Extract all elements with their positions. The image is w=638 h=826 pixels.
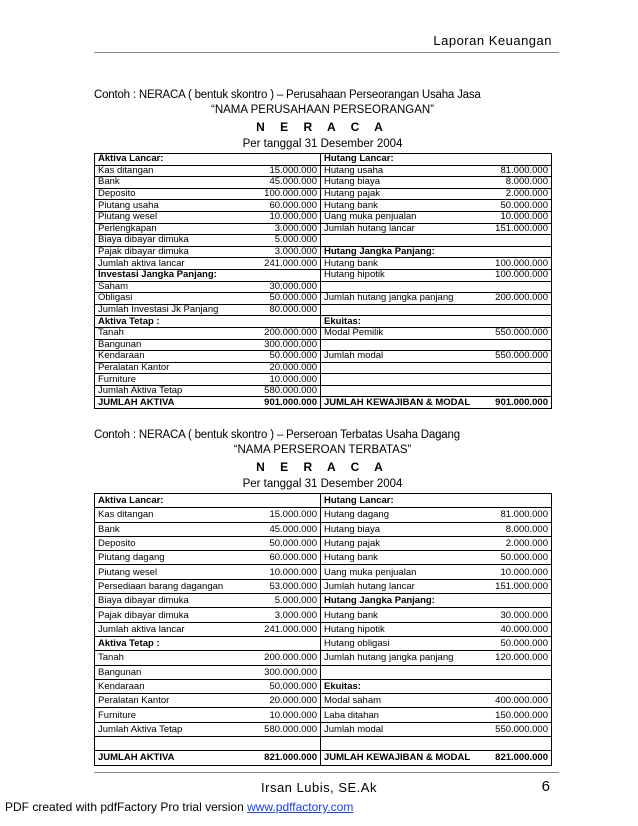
table-row — [95, 385, 552, 397]
left-label: Aktiva Tetap : — [95, 316, 232, 328]
right-label — [321, 374, 476, 386]
table-row — [95, 494, 552, 508]
pdf-watermark — [5, 800, 353, 814]
left-value: 821.000.000 — [232, 751, 321, 765]
right-value: 81.000.000 — [476, 165, 552, 177]
table-row — [95, 316, 552, 328]
right-value: 550.000.000 — [476, 327, 552, 339]
left-label: Kendaraan — [95, 351, 232, 363]
right-label — [321, 339, 476, 351]
left-label: Persediaan barang dagangan — [95, 579, 232, 593]
table-row — [95, 579, 552, 593]
left-label: Piutang usaha — [95, 200, 232, 212]
company-name: “NAMA PERUSAHAAN PERSEORANGAN” — [210, 104, 434, 116]
left-value: 50.000.000 — [232, 536, 321, 550]
right-label: Hutang usaha — [321, 165, 476, 177]
left-label: Obligasi — [95, 293, 232, 305]
right-label: Hutang Lancar: — [321, 154, 476, 166]
table-row — [95, 636, 552, 650]
right-value: 200.000.000 — [476, 293, 552, 305]
left-value — [232, 154, 321, 166]
right-value — [476, 362, 552, 374]
right-label: Hutang biaya — [321, 177, 476, 189]
table-row — [95, 258, 552, 270]
left-value: 50.000.000 — [232, 293, 321, 305]
left-value: 3.000.000 — [232, 608, 321, 622]
left-value: 241.000.000 — [232, 622, 321, 636]
table-row — [95, 177, 552, 189]
right-value: 81.000.000 — [476, 508, 552, 522]
right-value: 100.000.000 — [476, 269, 552, 281]
example-caption: Contoh : NERACA ( bentuk skontro ) – Perseroan Terbatas Usaha Dagang — [94, 429, 460, 441]
example-caption: Contoh : NERACA ( bentuk skontro ) – Perusahaan Perseorangan Usaha Jasa — [94, 89, 481, 101]
left-label: Biaya dibayar dimuka — [95, 235, 232, 247]
table-row — [95, 551, 552, 565]
right-label: Jumlah modal — [321, 722, 476, 736]
left-label: Kas ditangan — [95, 165, 232, 177]
left-label — [95, 737, 232, 751]
left-label: Pajak dibayar dimuka — [95, 246, 232, 258]
right-value — [476, 737, 552, 751]
header-title: Laporan Keuangan — [433, 33, 552, 48]
left-value — [232, 316, 321, 328]
right-label — [321, 737, 476, 751]
table-row — [95, 351, 552, 363]
left-value: 45.000.000 — [232, 522, 321, 536]
left-label: Bank — [95, 177, 232, 189]
right-label: Hutang hipotik — [321, 622, 476, 636]
left-label: Aktiva Lancar: — [95, 494, 232, 508]
table-row — [95, 188, 552, 200]
right-label — [321, 665, 476, 679]
footer-author: Irsan Lubis, SE.Ak — [261, 780, 377, 795]
table-row — [95, 154, 552, 166]
table-row — [95, 622, 552, 636]
right-label: Laba ditahan — [321, 708, 476, 722]
left-label: Furniture — [95, 708, 232, 722]
left-label: Kas ditangan — [95, 508, 232, 522]
balance-sheet-section-1 — [94, 89, 551, 409]
right-value: 550.000.000 — [476, 722, 552, 736]
right-label: Ekuitas: — [321, 316, 476, 328]
right-value: 8.000.000 — [476, 177, 552, 189]
right-value — [476, 339, 552, 351]
table-row — [95, 327, 552, 339]
left-label: Perlengkapan — [95, 223, 232, 235]
right-label: Hutang bank — [321, 200, 476, 212]
left-value: 3.000.000 — [232, 223, 321, 235]
table-row — [95, 737, 552, 751]
left-label: Bangunan — [95, 665, 232, 679]
right-label: Jumlah hutang jangka panjang — [321, 651, 476, 665]
right-label: Hutang hipotik — [321, 269, 476, 281]
right-label: JUMLAH KEWAJIBAN & MODAL — [321, 397, 476, 409]
right-label: Hutang bank — [321, 551, 476, 565]
table-row — [95, 508, 552, 522]
right-value — [476, 235, 552, 247]
right-value: 151.000.000 — [476, 223, 552, 235]
right-label: Uang muka penjualan — [321, 565, 476, 579]
right-label: Hutang bank — [321, 608, 476, 622]
left-value: 60.000.000 — [232, 200, 321, 212]
right-label — [321, 385, 476, 397]
report-date: Per tanggal 31 Desember 2004 — [242, 478, 403, 490]
table-row — [95, 679, 552, 693]
left-label: Deposito — [95, 536, 232, 550]
left-label: Jumlah aktiva lancar — [95, 622, 232, 636]
company-name: “NAMA PERSEROAN TERBATAS” — [233, 444, 412, 456]
table-row — [95, 694, 552, 708]
table-row — [95, 536, 552, 550]
table-row — [95, 246, 552, 258]
left-value — [232, 269, 321, 281]
right-label: Modal Pemilik — [321, 327, 476, 339]
right-label: Modal saham — [321, 694, 476, 708]
right-label: Uang muka penjualan — [321, 211, 476, 223]
right-label: JUMLAH KEWAJIBAN & MODAL — [321, 751, 476, 765]
left-value: 3.000.000 — [232, 246, 321, 258]
right-label: Jumlah modal — [321, 351, 476, 363]
report-title: N E R A C A — [256, 120, 389, 134]
left-value: 200.000.000 — [232, 651, 321, 665]
left-label: Kendaraan — [95, 679, 232, 693]
left-label: Jumlah aktiva lancar — [95, 258, 232, 270]
right-value — [476, 154, 552, 166]
right-label: Hutang Lancar: — [321, 494, 476, 508]
report-date: Per tanggal 31 Desember 2004 — [242, 138, 403, 150]
right-label: Hutang pajak — [321, 188, 476, 200]
right-value: 10.000.000 — [476, 565, 552, 579]
table-row — [95, 374, 552, 386]
left-label: Piutang wesel — [95, 565, 232, 579]
left-value: 5.000.000 — [232, 235, 321, 247]
left-label: Bangunan — [95, 339, 232, 351]
right-value — [476, 594, 552, 608]
right-value: 10.000.000 — [476, 211, 552, 223]
left-value: 300.000.000 — [232, 665, 321, 679]
right-value: 40.000.000 — [476, 622, 552, 636]
right-value: 821.000.000 — [476, 751, 552, 765]
right-value — [476, 679, 552, 693]
right-value: 901.000.000 — [476, 397, 552, 409]
left-value: 50.000.000 — [232, 351, 321, 363]
table-row — [95, 608, 552, 622]
left-value: 20.000.000 — [232, 694, 321, 708]
left-value: 15.000.000 — [232, 508, 321, 522]
footer-rule — [94, 772, 559, 773]
right-value: 50.000.000 — [476, 200, 552, 212]
left-value: 241.000.000 — [232, 258, 321, 270]
right-label: Jumlah hutang lancar — [321, 223, 476, 235]
table-row — [95, 751, 552, 765]
right-label: Hutang obligasi — [321, 636, 476, 650]
left-label: Deposito — [95, 188, 232, 200]
left-value: 901.000.000 — [232, 397, 321, 409]
right-label: Jumlah hutang lancar — [321, 579, 476, 593]
right-label: Hutang Jangka Panjang: — [321, 594, 476, 608]
left-label: Jumlah Aktiva Tetap — [95, 722, 232, 736]
right-label: Hutang Jangka Panjang: — [321, 246, 476, 258]
table-row — [95, 522, 552, 536]
balance-sheet-section-2 — [94, 429, 551, 766]
balance-sheet-table-1 — [94, 153, 552, 409]
page-number: 6 — [541, 778, 550, 795]
right-value — [476, 281, 552, 293]
right-value: 30.000.000 — [476, 608, 552, 622]
table-row — [95, 293, 552, 305]
right-value: 2.000.000 — [476, 536, 552, 550]
right-label: Hutang dagang — [321, 508, 476, 522]
report-title: N E R A C A — [256, 460, 389, 474]
left-value — [232, 636, 321, 650]
right-value: 120.000.000 — [476, 651, 552, 665]
left-label: Aktiva Lancar: — [95, 154, 232, 166]
right-value — [476, 316, 552, 328]
table-row — [95, 722, 552, 736]
table-row — [95, 235, 552, 247]
left-value: 10.000.000 — [232, 565, 321, 579]
balance-sheet-table-2 — [94, 493, 552, 766]
left-value: 45.000.000 — [232, 177, 321, 189]
left-label: Peralatan Kantor — [95, 362, 232, 374]
left-label: Furniture — [95, 374, 232, 386]
right-value: 151.000.000 — [476, 579, 552, 593]
right-label: Ekuitas: — [321, 679, 476, 693]
left-label: JUMLAH AKTIVA — [95, 751, 232, 765]
left-value: 5.000.000 — [232, 594, 321, 608]
right-label — [321, 304, 476, 316]
table-row — [95, 397, 552, 409]
left-label: Peralatan Kantor — [95, 694, 232, 708]
table-row — [95, 200, 552, 212]
right-value: 400.000.000 — [476, 694, 552, 708]
right-value — [476, 374, 552, 386]
pdf-note-text: PDF created with pdfFactory Pro trial version — [5, 800, 248, 814]
right-value — [476, 246, 552, 258]
left-label: Pajak dibayar dimuka — [95, 608, 232, 622]
right-value: 50.000.000 — [476, 551, 552, 565]
left-value: 100.000.000 — [232, 188, 321, 200]
table-row — [95, 565, 552, 579]
table-row — [95, 223, 552, 235]
left-value — [232, 737, 321, 751]
left-value: 15.000.000 — [232, 165, 321, 177]
left-value: 60.000.000 — [232, 551, 321, 565]
right-value — [476, 385, 552, 397]
table-row — [95, 269, 552, 281]
left-value: 580.000.000 — [232, 385, 321, 397]
left-value: 10.000.000 — [232, 211, 321, 223]
table-row — [95, 362, 552, 374]
left-value — [232, 494, 321, 508]
left-value: 10.000.000 — [232, 374, 321, 386]
table-row — [95, 665, 552, 679]
left-label: JUMLAH AKTIVA — [95, 397, 232, 409]
right-label — [321, 281, 476, 293]
pdffactory-link[interactable]: www.pdffactory.com — [247, 800, 354, 814]
right-label: Hutang pajak — [321, 536, 476, 550]
right-value: 550.000.000 — [476, 351, 552, 363]
right-value: 50.000.000 — [476, 636, 552, 650]
right-label: Jumlah hutang jangka panjang — [321, 293, 476, 305]
right-value — [476, 665, 552, 679]
right-value — [476, 494, 552, 508]
header-rule — [94, 52, 559, 53]
left-value: 30.000.000 — [232, 281, 321, 293]
left-value: 80.000.000 — [232, 304, 321, 316]
left-label: Piutang wesel — [95, 211, 232, 223]
right-value: 150.000.000 — [476, 708, 552, 722]
right-label: Hutang bank — [321, 258, 476, 270]
left-value: 580.000.000 — [232, 722, 321, 736]
left-label: Jumlah Investasi Jk Panjang — [95, 304, 232, 316]
right-label: Hutang biaya — [321, 522, 476, 536]
table-row — [95, 339, 552, 351]
left-value: 10.000.000 — [232, 708, 321, 722]
left-value: 300.000.000 — [232, 339, 321, 351]
left-label: Jumlah Aktiva Tetap — [95, 385, 232, 397]
right-label — [321, 235, 476, 247]
table-row — [95, 211, 552, 223]
table-row — [95, 651, 552, 665]
right-value — [476, 304, 552, 316]
left-label: Saham — [95, 281, 232, 293]
left-label: Tanah — [95, 651, 232, 665]
table-row — [95, 304, 552, 316]
left-value: 200.000.000 — [232, 327, 321, 339]
table-row — [95, 281, 552, 293]
right-value: 100.000.000 — [476, 258, 552, 270]
left-label: Tanah — [95, 327, 232, 339]
left-value: 20.000.000 — [232, 362, 321, 374]
left-label: Bank — [95, 522, 232, 536]
left-value: 50.000.000 — [232, 679, 321, 693]
table-row — [95, 165, 552, 177]
table-row — [95, 708, 552, 722]
left-label: Biaya dibayar dimuka — [95, 594, 232, 608]
left-label: Investasi Jangka Panjang: — [95, 269, 232, 281]
right-value: 2.000.000 — [476, 188, 552, 200]
left-label: Piutang dagang — [95, 551, 232, 565]
right-label — [321, 362, 476, 374]
left-value: 53.000.000 — [232, 579, 321, 593]
right-value: 8.000.000 — [476, 522, 552, 536]
left-label: Aktiva Tetap : — [95, 636, 232, 650]
table-row — [95, 594, 552, 608]
